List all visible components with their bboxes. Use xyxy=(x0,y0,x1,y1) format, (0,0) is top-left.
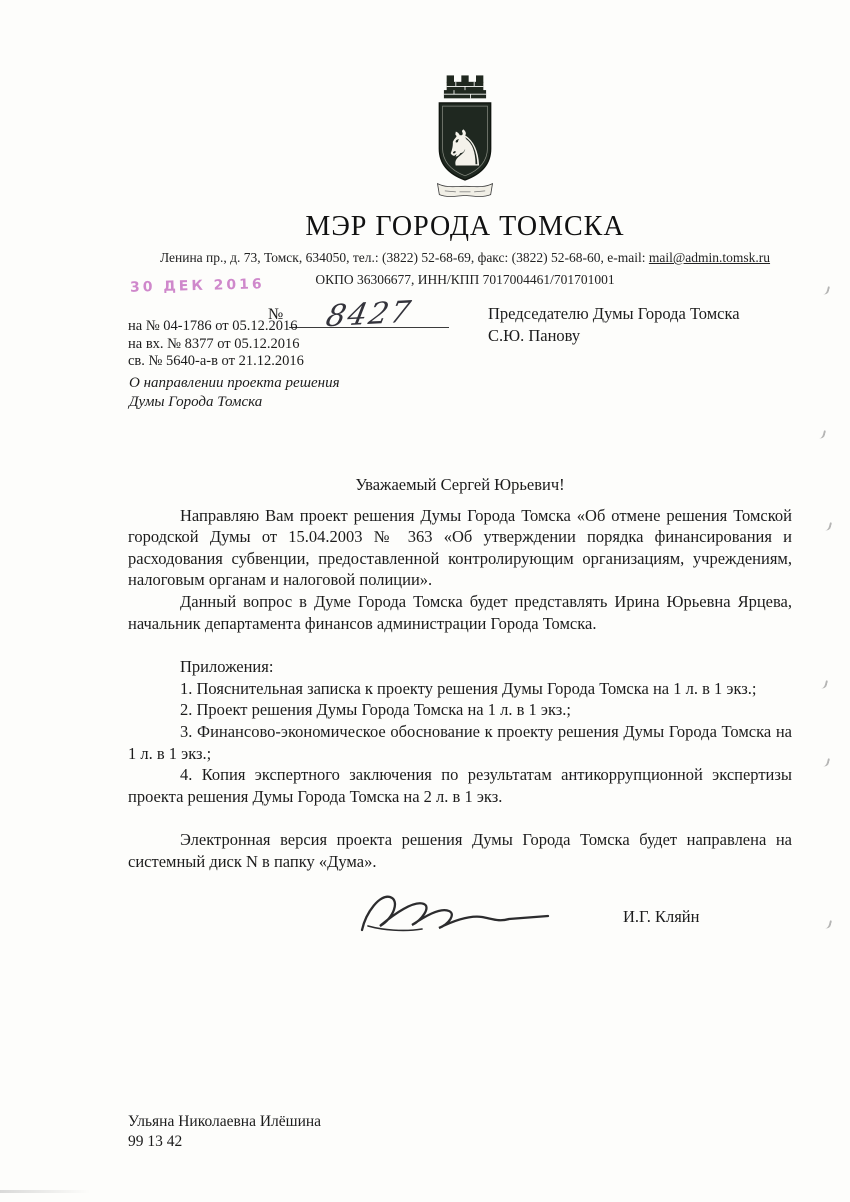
contact-line xyxy=(95,250,835,266)
executor-name: Ульяна Николаевна Илёшина xyxy=(128,1113,322,1130)
closing-paragraph: Электронная версия проекта решения Думы Города Томска будет направлена на системный диск N в папку «Дума». xyxy=(128,830,792,871)
address-text: Ленина пр., д. 73, Томск, 634050, тел.: (3822) 52-68-69, факс: (3822) 52-68-60, e-mail: xyxy=(159,250,649,265)
org-name: МЭР ГОРОДА ТОМСКА xyxy=(305,211,625,242)
ref-line: св. № 5640-а-в от 21.12.2016 xyxy=(128,353,304,369)
attachment-item: 4. Копия экспертного заключения по результатам антикоррупционной экспертизы проекта решения Думы Города Томска на 2 л. в 1 экз. xyxy=(128,765,792,806)
number-label: № xyxy=(268,306,284,323)
subject-line: Думы Города Томска xyxy=(129,393,263,410)
scan-artifact xyxy=(825,522,832,532)
subject-block xyxy=(129,374,340,411)
letter-body xyxy=(128,474,792,873)
shield-icon xyxy=(439,103,490,180)
date-stamp: 30 ДЕК 2016 xyxy=(129,276,265,296)
handwritten-signature-icon xyxy=(352,886,567,948)
signature-block xyxy=(352,886,699,948)
coat-of-arms-icon xyxy=(432,68,498,202)
codes-line: ОКПО 36306677, ИНН/КПП 7017004461/701701001 xyxy=(315,272,615,287)
scan-artifact xyxy=(821,680,828,690)
signer-name: И.Г. Кляйн xyxy=(623,907,700,926)
attachment-item: 1. Пояснительная записка к проекту решения Думы Города Томска на 1 л. в 1 экз.; xyxy=(180,678,757,698)
scan-artifact xyxy=(819,430,826,440)
scan-artifact xyxy=(825,920,832,930)
salutation: Уважаемый Сергей Юрьевич! xyxy=(355,475,565,494)
email-text: mail@admin.tomsk.ru xyxy=(648,250,771,265)
tomsk-coat-of-arms xyxy=(432,68,498,202)
scan-artifact xyxy=(823,286,830,296)
subject-line: О направлении проекта решения xyxy=(129,375,340,391)
mural-crown-icon xyxy=(444,75,486,98)
executor-phone: 99 13 42 xyxy=(128,1132,183,1150)
reference-lines xyxy=(128,318,304,371)
addressee-name: С.Ю. Панову xyxy=(488,326,581,345)
body-paragraph: Данный вопрос в Думе Города Томска будет представлять Ирина Юрьевна Ярцева, начальник департамента финансов администрации Города Томска. xyxy=(128,591,792,633)
handwritten-number: 8427 xyxy=(323,294,416,335)
attachment-item: 3. Финансово-экономическое обоснование к проекту решения Думы Города Томска на 1 л. в 1 экз.; xyxy=(128,721,792,763)
motto-ribbon-icon xyxy=(438,184,493,197)
executor-block xyxy=(128,1112,321,1151)
attachments-label: Приложения: xyxy=(180,657,274,677)
attachment-item: 2. Проект решения Думы Города Томска на 1 л. в 1 экз.; xyxy=(180,700,571,720)
ref-line: на вх. № 8377 от 05.12.2016 xyxy=(128,335,300,352)
body-paragraph: Направляю Вам проект решения Думы Города Томска «Об отмене решения Томской городской Думы от 15.04.2003 № 363 «Об утверждении порядка финансирования и расходования субвенции, предоставленной контролирующим организациям, учреждениям, налоговым органам и налоговой полиции». xyxy=(128,505,792,590)
letterhead xyxy=(95,68,835,288)
scan-artifact xyxy=(823,758,830,768)
horse-icon: ♞ xyxy=(442,119,488,178)
addressee-title: Председателю Думы Города Томска xyxy=(488,304,740,323)
addressee-block xyxy=(488,303,740,347)
scan-smudge xyxy=(0,1190,90,1193)
number-underline xyxy=(289,292,449,335)
ref-line: на № 04-1786 от 05.12.2016 xyxy=(128,318,298,334)
